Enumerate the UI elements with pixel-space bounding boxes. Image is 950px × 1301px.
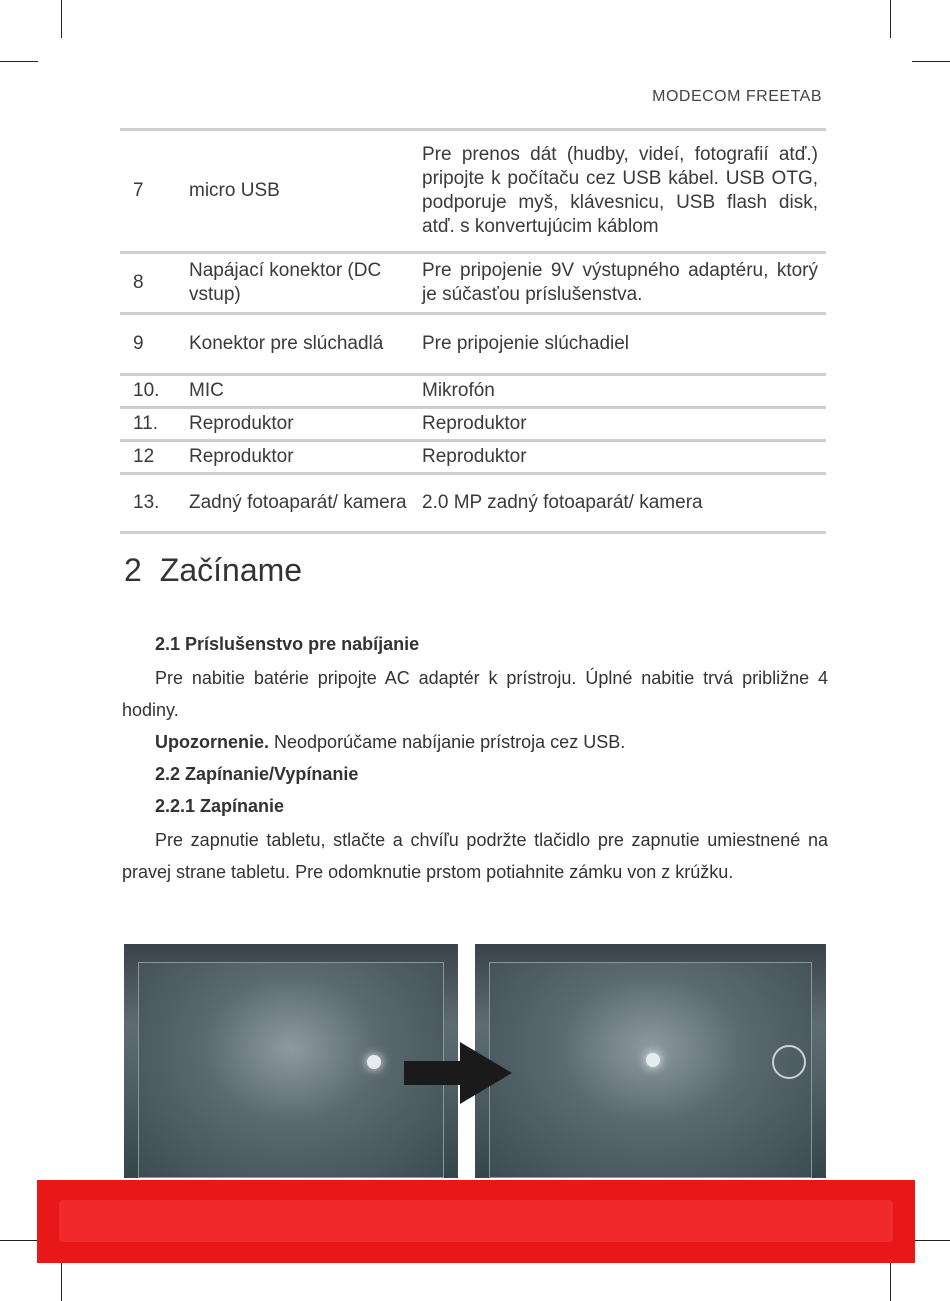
warning-text: Neodporúčame nabíjanie prístroja cez USB. xyxy=(269,732,626,752)
subsection-title-2-2-1: 2.2.1 Zapínanie xyxy=(155,796,285,816)
row-description: Reproduktor xyxy=(422,413,527,434)
lock-glow-icon xyxy=(646,1053,660,1067)
row-description: 2.0 MP zadný fotoaparát/ kamera xyxy=(422,492,703,513)
row-number: 8 xyxy=(133,272,144,293)
row-name: MIC xyxy=(189,380,224,401)
section-number: 2 xyxy=(124,552,142,588)
table-row xyxy=(120,131,826,251)
bottom-red-bar xyxy=(37,1180,915,1263)
lock-glow-icon xyxy=(367,1055,381,1069)
crop-mark xyxy=(0,1240,38,1241)
row-name: Napájací konektor (DC vstup) xyxy=(189,260,382,305)
table-row xyxy=(120,376,826,406)
row-number: 12 xyxy=(133,446,155,467)
charging-paragraph: Pre nabitie batérie pripojte AC adaptér k prístroju. Úplné nabitie trvá približne 4 hodiny. xyxy=(122,668,828,720)
screen-area xyxy=(138,962,444,1178)
row-name: Konektor pre slúchadlá xyxy=(189,333,384,354)
table-rule xyxy=(120,531,826,534)
crop-mark xyxy=(912,1240,950,1241)
subsection-title-2-2: 2.2 Zapínanie/Vypínanie xyxy=(155,764,359,784)
section-heading xyxy=(124,552,302,589)
section-title: Začíname xyxy=(159,552,303,588)
crop-mark xyxy=(61,0,62,38)
ports-table xyxy=(120,128,826,534)
table-row xyxy=(120,315,826,373)
crop-mark xyxy=(61,1263,62,1301)
row-number: 7 xyxy=(133,180,144,201)
red-bar-highlight xyxy=(59,1200,893,1242)
subsection-title-2-1: 2.1 Príslušenstvo pre nabíjanie xyxy=(155,634,420,654)
lockscreen-after-icon xyxy=(475,944,826,1178)
row-number: 9 xyxy=(133,333,144,354)
row-number: 13. xyxy=(133,492,160,513)
unlock-ring-icon xyxy=(772,1045,806,1079)
power-on-paragraph: Pre zapnutie tabletu, stlačte a chvíľu podržte tlačidlo pre zapnutie umiestnené na pravej strane tabletu. Pre odomknutie prstom potiahnite zámku von z krúžku. xyxy=(122,830,828,882)
row-description: Reproduktor xyxy=(422,446,527,467)
row-name: Zadný fotoaparát/ kamera xyxy=(189,492,407,513)
crop-mark xyxy=(890,1263,891,1301)
row-description: Pre pripojenie 9V výstupného adaptéru, ktorý je súčasťou príslušenstva. xyxy=(422,260,818,305)
crop-mark xyxy=(912,61,950,62)
table-row xyxy=(120,475,826,531)
crop-mark xyxy=(0,61,38,62)
row-name: Reproduktor xyxy=(189,446,294,467)
screen-area xyxy=(489,962,812,1178)
warning-label: Upozornenie. xyxy=(155,732,270,752)
row-name: micro USB xyxy=(189,180,280,201)
right-arrow-icon xyxy=(404,1038,514,1108)
warning-paragraph xyxy=(122,726,828,758)
table-row xyxy=(120,409,826,439)
row-description: Mikrofón xyxy=(422,380,495,401)
row-description: Pre pripojenie slúchadiel xyxy=(422,333,630,354)
row-name: Reproduktor xyxy=(189,413,294,434)
row-description: Pre prenos dát (hudby, videí, fotografií atď.) pripojte k počítaču cez USB kábel. USB OTG, podporuje myš, klávesnicu, USB flash disk, atď. s konvertujúcim káblom xyxy=(422,144,818,237)
crop-mark xyxy=(890,0,891,38)
table-row xyxy=(120,254,826,312)
row-number: 10. xyxy=(133,380,160,401)
table-row xyxy=(120,442,826,472)
running-header: MODECOM FREETAB xyxy=(652,88,822,105)
row-number: 11. xyxy=(133,413,159,434)
